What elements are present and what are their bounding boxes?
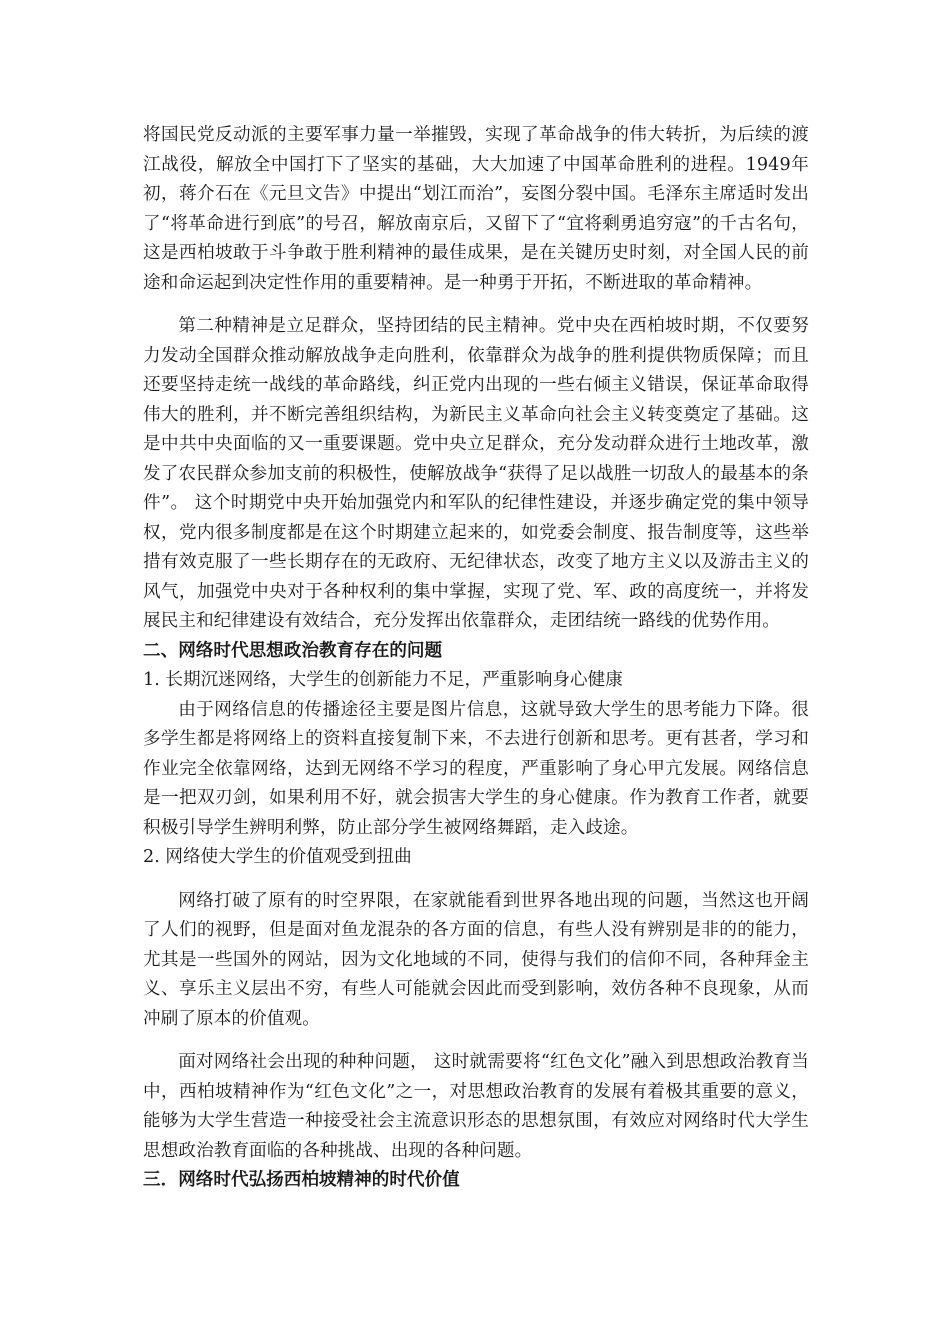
paragraph-5: 面对网络社会出现的种种问题， 这时就需要将“红色文化”融入到思想政治教育当中，西柏坡精神作为“红色文化”之一，对思想政治教育的发展有着极其重要的意义，能够为大学生营造一种接受社会主流意识形态的思想氛围，有效应对网络时代大学生思想政治教育面临的各种挑战、出现的各种问题。 <box>143 1052 809 1161</box>
paragraph-2: 第二种精神是立足群众，坚持团结的民主精神。党中央在西柏坡时期，不仅要努力发动全国群众推动解放战争走向胜利，依靠群众为战争的胜利提供物质保障；而且还要坚持走统一战线的革命路线，纠正党内出现的一些右倾主义错误，保证革命取得伟大的胜利，并不断完善组织结构，为新民主义革命向社会主义转变奠定了基础。这是中共中央面临的又一重要课题。党中央立足群众，充分发动群众进行土地改革，激发了农民群众参加支前的积极性，使解放战争“获得了足以战胜一切敌人的最基本的条件”。 这个时期党中央开始加强党内和军队的纪律性建设，并逐步确定党的集中领导权，党内很多制度都是在这个时期建立起来的，如党委会制度、报告制度等，这些举措有效克服了一些长期存在的无政府、无纪律状态，改变了地方主义以及游击主义的风气，加强党中央对于各种权利的集中掌握，实现了党、军、政的高度统一，并将发展民主和纪律建设有效结合，充分发挥出依靠群众，走团结统一路线的优势作用。 <box>143 316 809 631</box>
section-heading-3: 三．网络时代弘扬西柏坡精神的时代价值 <box>143 1170 460 1190</box>
section-heading-2: 二、网络时代思想政治教育存在的问题 <box>143 640 443 661</box>
paragraph-4: 网络打破了原有的时空界限，在家就能看到世界各地出现的问题，当然这也开阔了人们的视野，但是面对鱼龙混杂的各方面的信息，有些人没有辨别是非的的能力，尤其是一些国外的网站，因为文化地域的不同，使得与我们的信仰不同，各种拜金主义、享乐主义层出不穷，有些人可能就会因此而受到影响，效仿各种不良现象，从而冲刷了原本的价值观。 <box>143 890 809 1029</box>
paragraph-1: 将国民党反动派的主要军事力量一举摧毁，实现了革命战争的伟大转折，为后续的渡江战役，解放全中国打下了坚实的基础，大大加速了中国革命胜利的进程。1949年初，蒋介石在《元旦文告》中提出“划江而治”，妄图分裂中国。毛泽东主席适时发出了“将革命进行到底”的号召，解放南京后，又留下了“宜将剩勇追穷寇”的千古名句，这是西柏坡敢于斗争敢于胜利精神的最佳成果，是在关键历史时刻，对全国人民的前途和命运起到决定性作用的重要精神。是一种勇于开拓，不断进取的革命精神。 <box>143 125 809 293</box>
paragraph-3: 由于网络信息的传播途径主要是图片信息，这就导致大学生的思考能力下降。很多学生都是将网络上的资料直接复制下来，不去进行创新和思考。更有甚者，学习和作业完全依靠网络，达到无网络不学习的程度，严重影响了身心甲亢发展。网络信息是一把双刃剑，如果利用不好，就会损害大学生的身心健康。作为教育工作者，就要积极引导学生辨明利弊，防止部分学生被网络舞蹈，走入歧途。 <box>143 699 809 838</box>
document-body <box>143 121 809 1196</box>
subheading-1: 1. 长期沉迷网络，大学生的创新能力不足，严重影响身心健康 <box>143 670 623 690</box>
subheading-2: 2. 网络使大学生的价值观受到扭曲 <box>143 847 412 867</box>
